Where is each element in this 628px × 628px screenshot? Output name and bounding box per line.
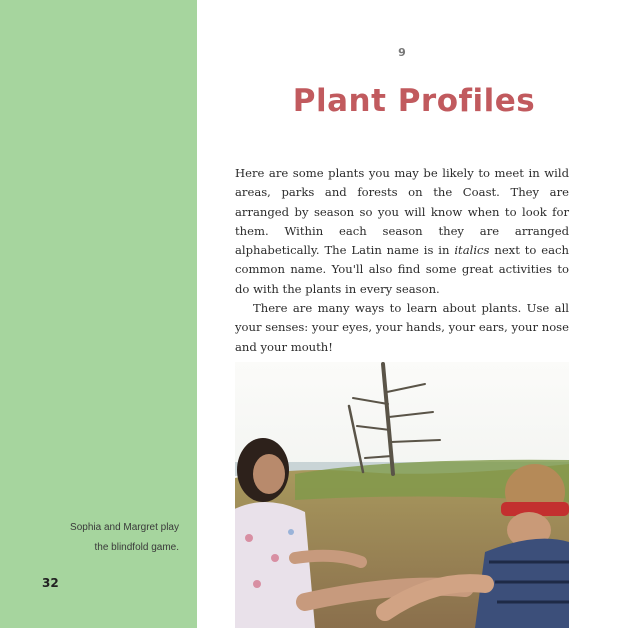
photo-caption	[9, 518, 179, 558]
paragraph-1-end: next to each common name. You'll also find some great activities to do with the plants in every season.	[235, 243, 569, 296]
paragraph-1-start: Here are some plants you may be likely to meet in wild areas, parks and forests on the Coast. They are arranged by season so you will know when to look for them. Within each season they are arranged alphabetically. The Latin name is in	[235, 166, 569, 258]
caption-line-1: Sophia and Margret play	[70, 522, 179, 533]
italic-word: italics	[454, 243, 490, 258]
body-text	[235, 164, 569, 357]
chapter-number: 9	[398, 46, 406, 59]
photo-illustration	[235, 362, 569, 628]
page-number: 32	[42, 576, 59, 590]
paragraph-1	[235, 164, 569, 299]
caption-line-2: the blindfold game.	[94, 542, 179, 553]
sidebar	[0, 0, 197, 628]
paragraph-2: There are many ways to learn about plants. Use all your senses: your eyes, your hands, your ears, your nose and your mouth!	[235, 301, 569, 354]
photo	[235, 362, 569, 628]
page-title: Plant Profiles	[292, 83, 536, 119]
